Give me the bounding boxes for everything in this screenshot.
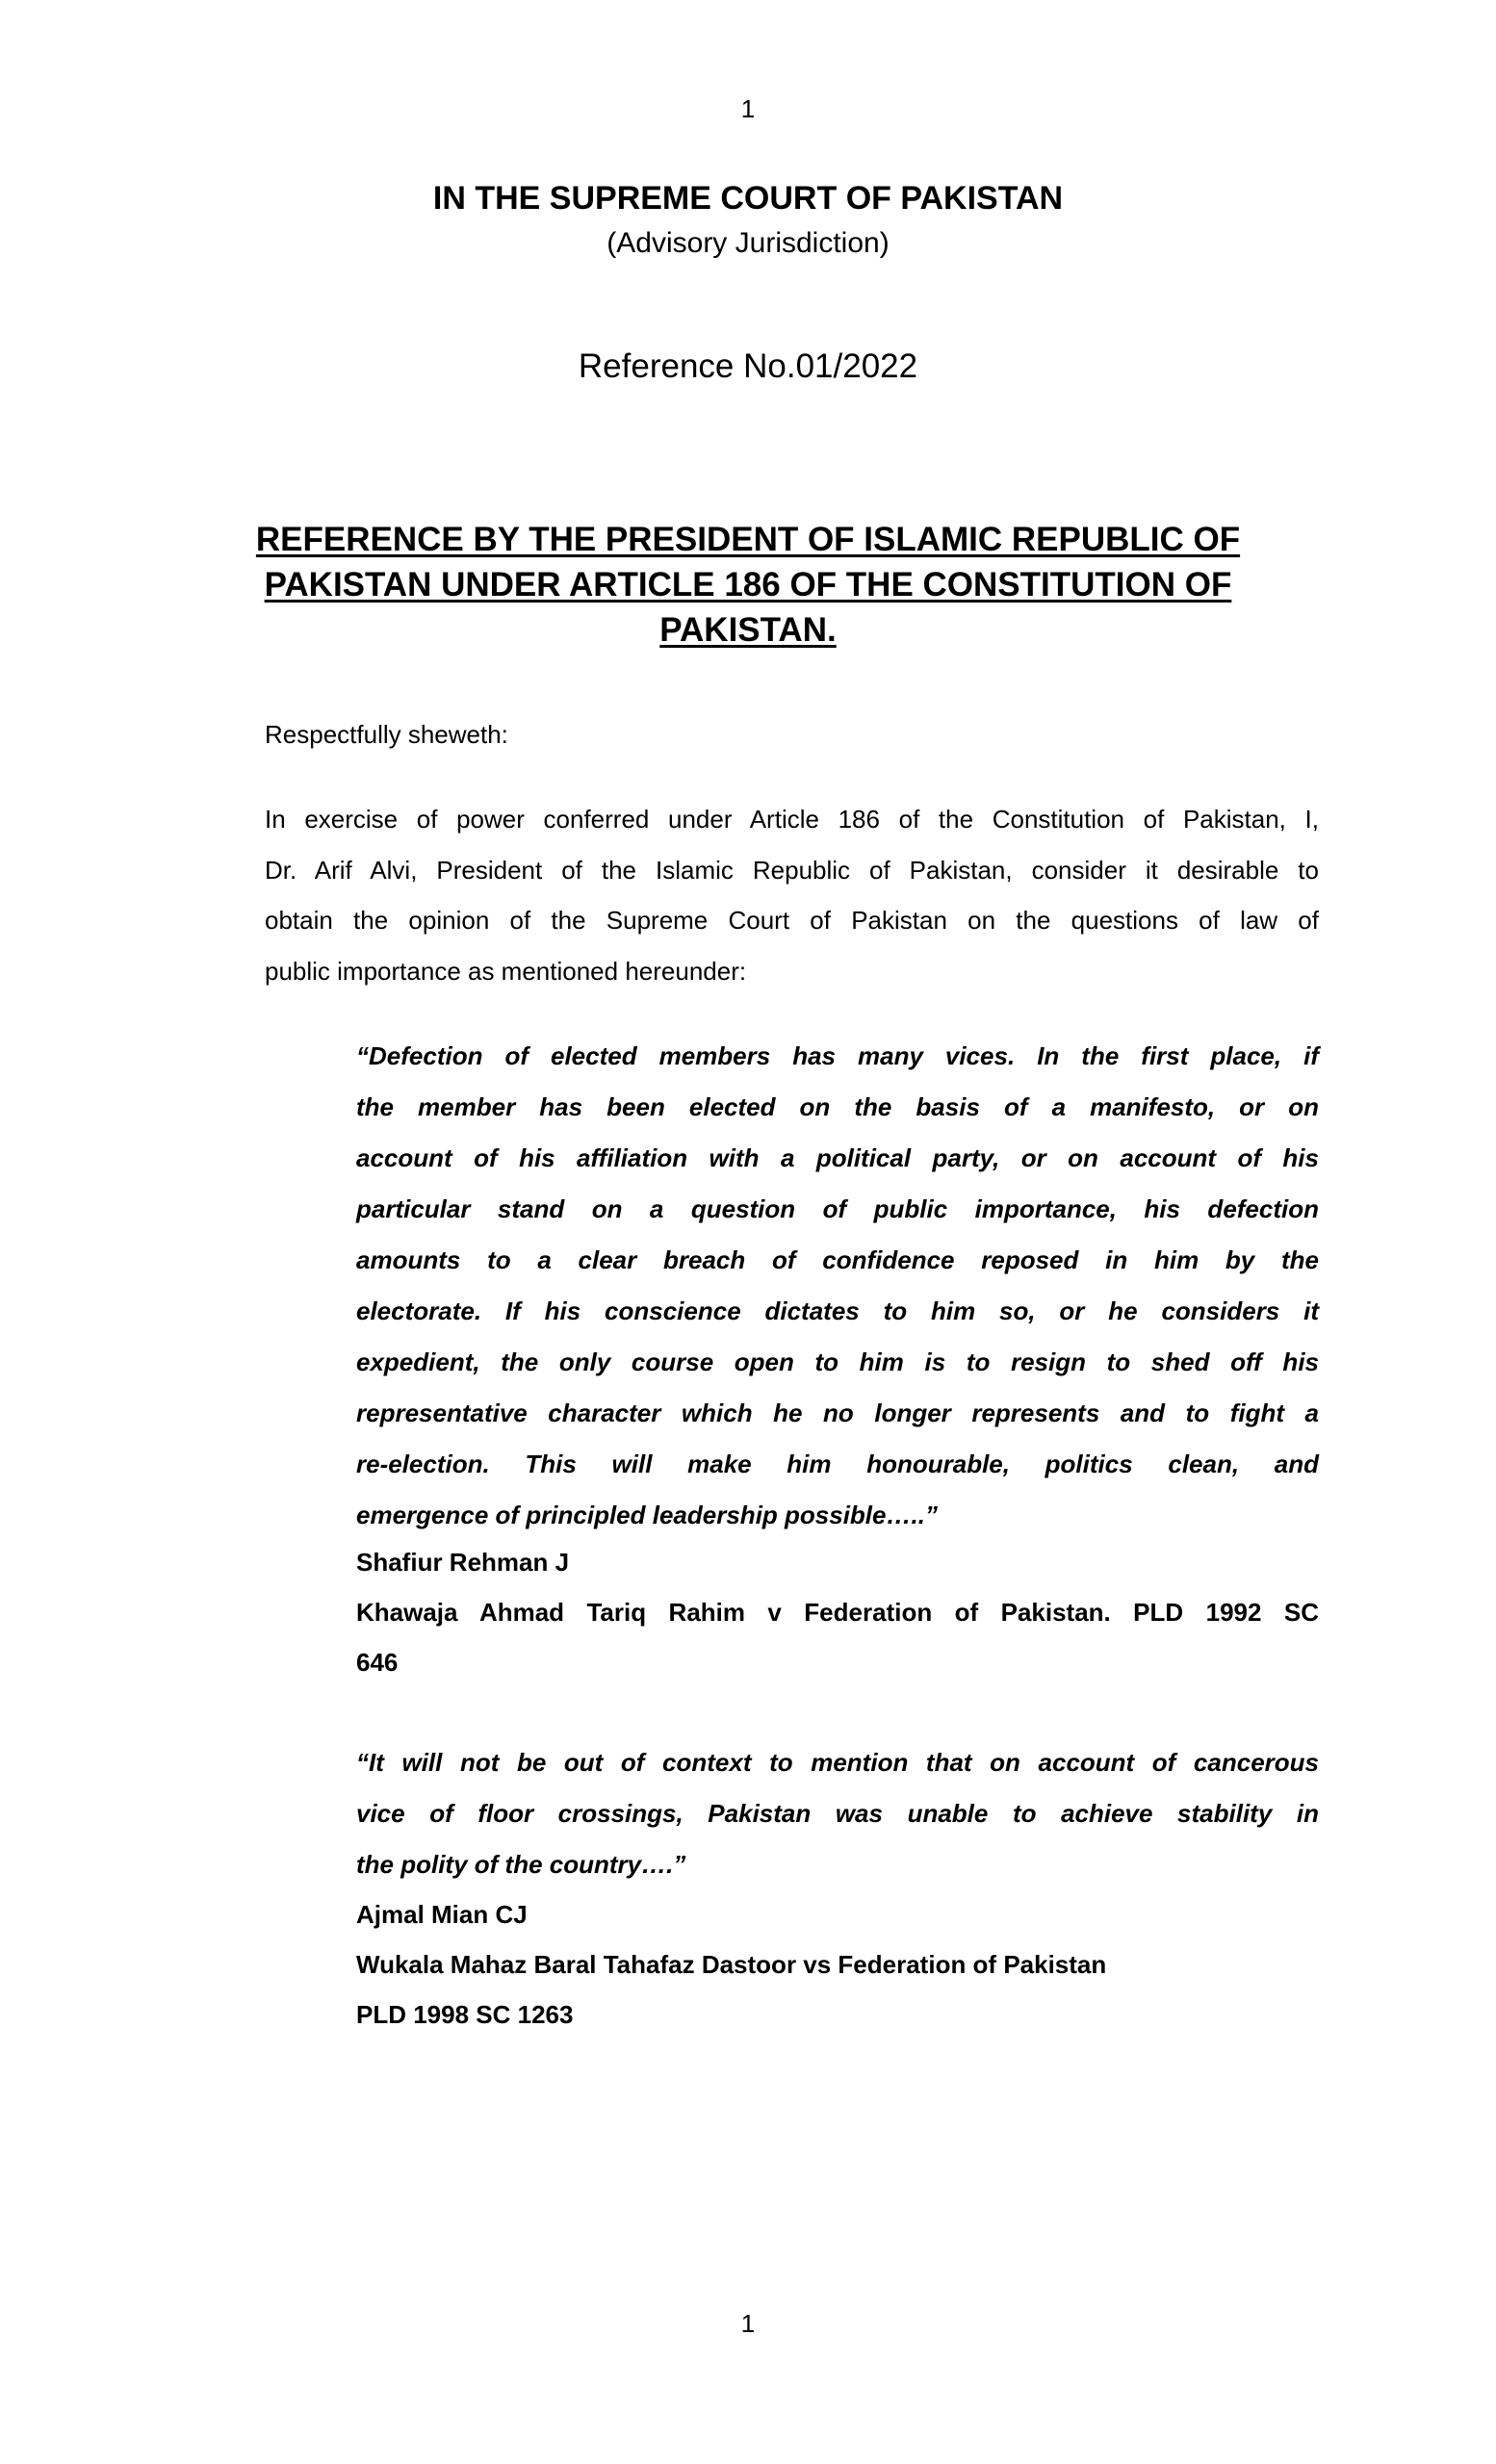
citation-case: 646 — [356, 1648, 399, 1677]
citation-judge: Ajmal Mian CJ — [356, 1900, 528, 1929]
quote-block — [356, 1737, 1319, 1890]
quote-line: emergence of principled leadership possible…..” — [356, 1501, 938, 1529]
salutation — [265, 709, 1319, 760]
quote-line: “Defection of elected members has many vices. In the first place, if — [356, 1041, 1319, 1070]
heading-line-text: PAKISTAN. — [659, 611, 837, 649]
jurisdiction-subtitle: (Advisory Jurisdiction) — [606, 227, 890, 259]
reference-number: Reference No.01/2022 — [578, 347, 918, 385]
header-page-number: 1 — [740, 94, 756, 123]
citation-block — [356, 1889, 1319, 2040]
citation-reporter: PLD 1998 SC 1263 — [356, 2000, 574, 2029]
intro-paragraph — [265, 794, 1319, 996]
quote-line: the member has been elected on the basis of a manifesto, or on — [356, 1092, 1319, 1121]
quote-line: amounts to a clear breach of confidence reposed in him by the — [356, 1245, 1319, 1274]
quote-line: particular stand on a question of public importance, his defection — [356, 1194, 1319, 1223]
paragraph-line: In exercise of power conferred under Article 186 of the Constitution of Pakistan, I, — [265, 805, 1319, 834]
paragraph-line: Dr. Arif Alvi, President of the Islamic Republic of Pakistan, consider it desirable to — [265, 855, 1319, 885]
heading-line — [0, 517, 1496, 562]
heading-line-text: PAKISTAN UNDER ARTICLE 186 OF THE CONSTITUTION OF — [264, 566, 1232, 603]
citation-judge: Shafiur Rehman J — [356, 1548, 570, 1577]
citation-block — [356, 1537, 1319, 1687]
footer-page-number: 1 — [740, 2309, 756, 2338]
citation-case: Khawaja Ahmad Tariq Rahim v Federation of Pakistan. PLD 1992 SC — [356, 1598, 1319, 1627]
heading-line-text: REFERENCE BY THE PRESIDENT OF ISLAMIC REPUBLIC OF — [255, 521, 1241, 558]
quote-line: electorate. If his conscience dictates to him so, or he considers it — [356, 1296, 1319, 1325]
quote-line: expedient, the only course open to him is to resign to shed off his — [356, 1348, 1319, 1376]
paragraph-line: obtain the opinion of the Supreme Court of Pakistan on the questions of law of — [265, 906, 1319, 935]
heading-line — [0, 562, 1496, 607]
quote-line: the polity of the country….” — [356, 1850, 686, 1879]
quote-line: account of his affiliation with a political party, or on account of his — [356, 1143, 1319, 1172]
court-title: IN THE SUPREME COURT OF PAKISTAN — [432, 180, 1064, 217]
paragraph-line: public importance as mentioned hereunder: — [265, 956, 747, 986]
quote-line: “It will not be out of context to mention that on account of cancerous — [356, 1748, 1319, 1777]
reference-heading — [0, 517, 1496, 653]
heading-line — [0, 607, 1496, 653]
salutation-text: Respectfully sheweth: — [265, 720, 508, 749]
citation-case: Wukala Mahaz Baral Tahafaz Dastoor vs Federation of Pakistan — [356, 1950, 1107, 1979]
quote-line: re-election. This will make him honourable, politics clean, and — [356, 1450, 1319, 1478]
quote-line: vice of floor crossings, Pakistan was unable to achieve stability in — [356, 1799, 1319, 1828]
quote-block — [356, 1031, 1319, 1541]
quote-line: representative character which he no longer represents and to fight a — [356, 1399, 1319, 1427]
